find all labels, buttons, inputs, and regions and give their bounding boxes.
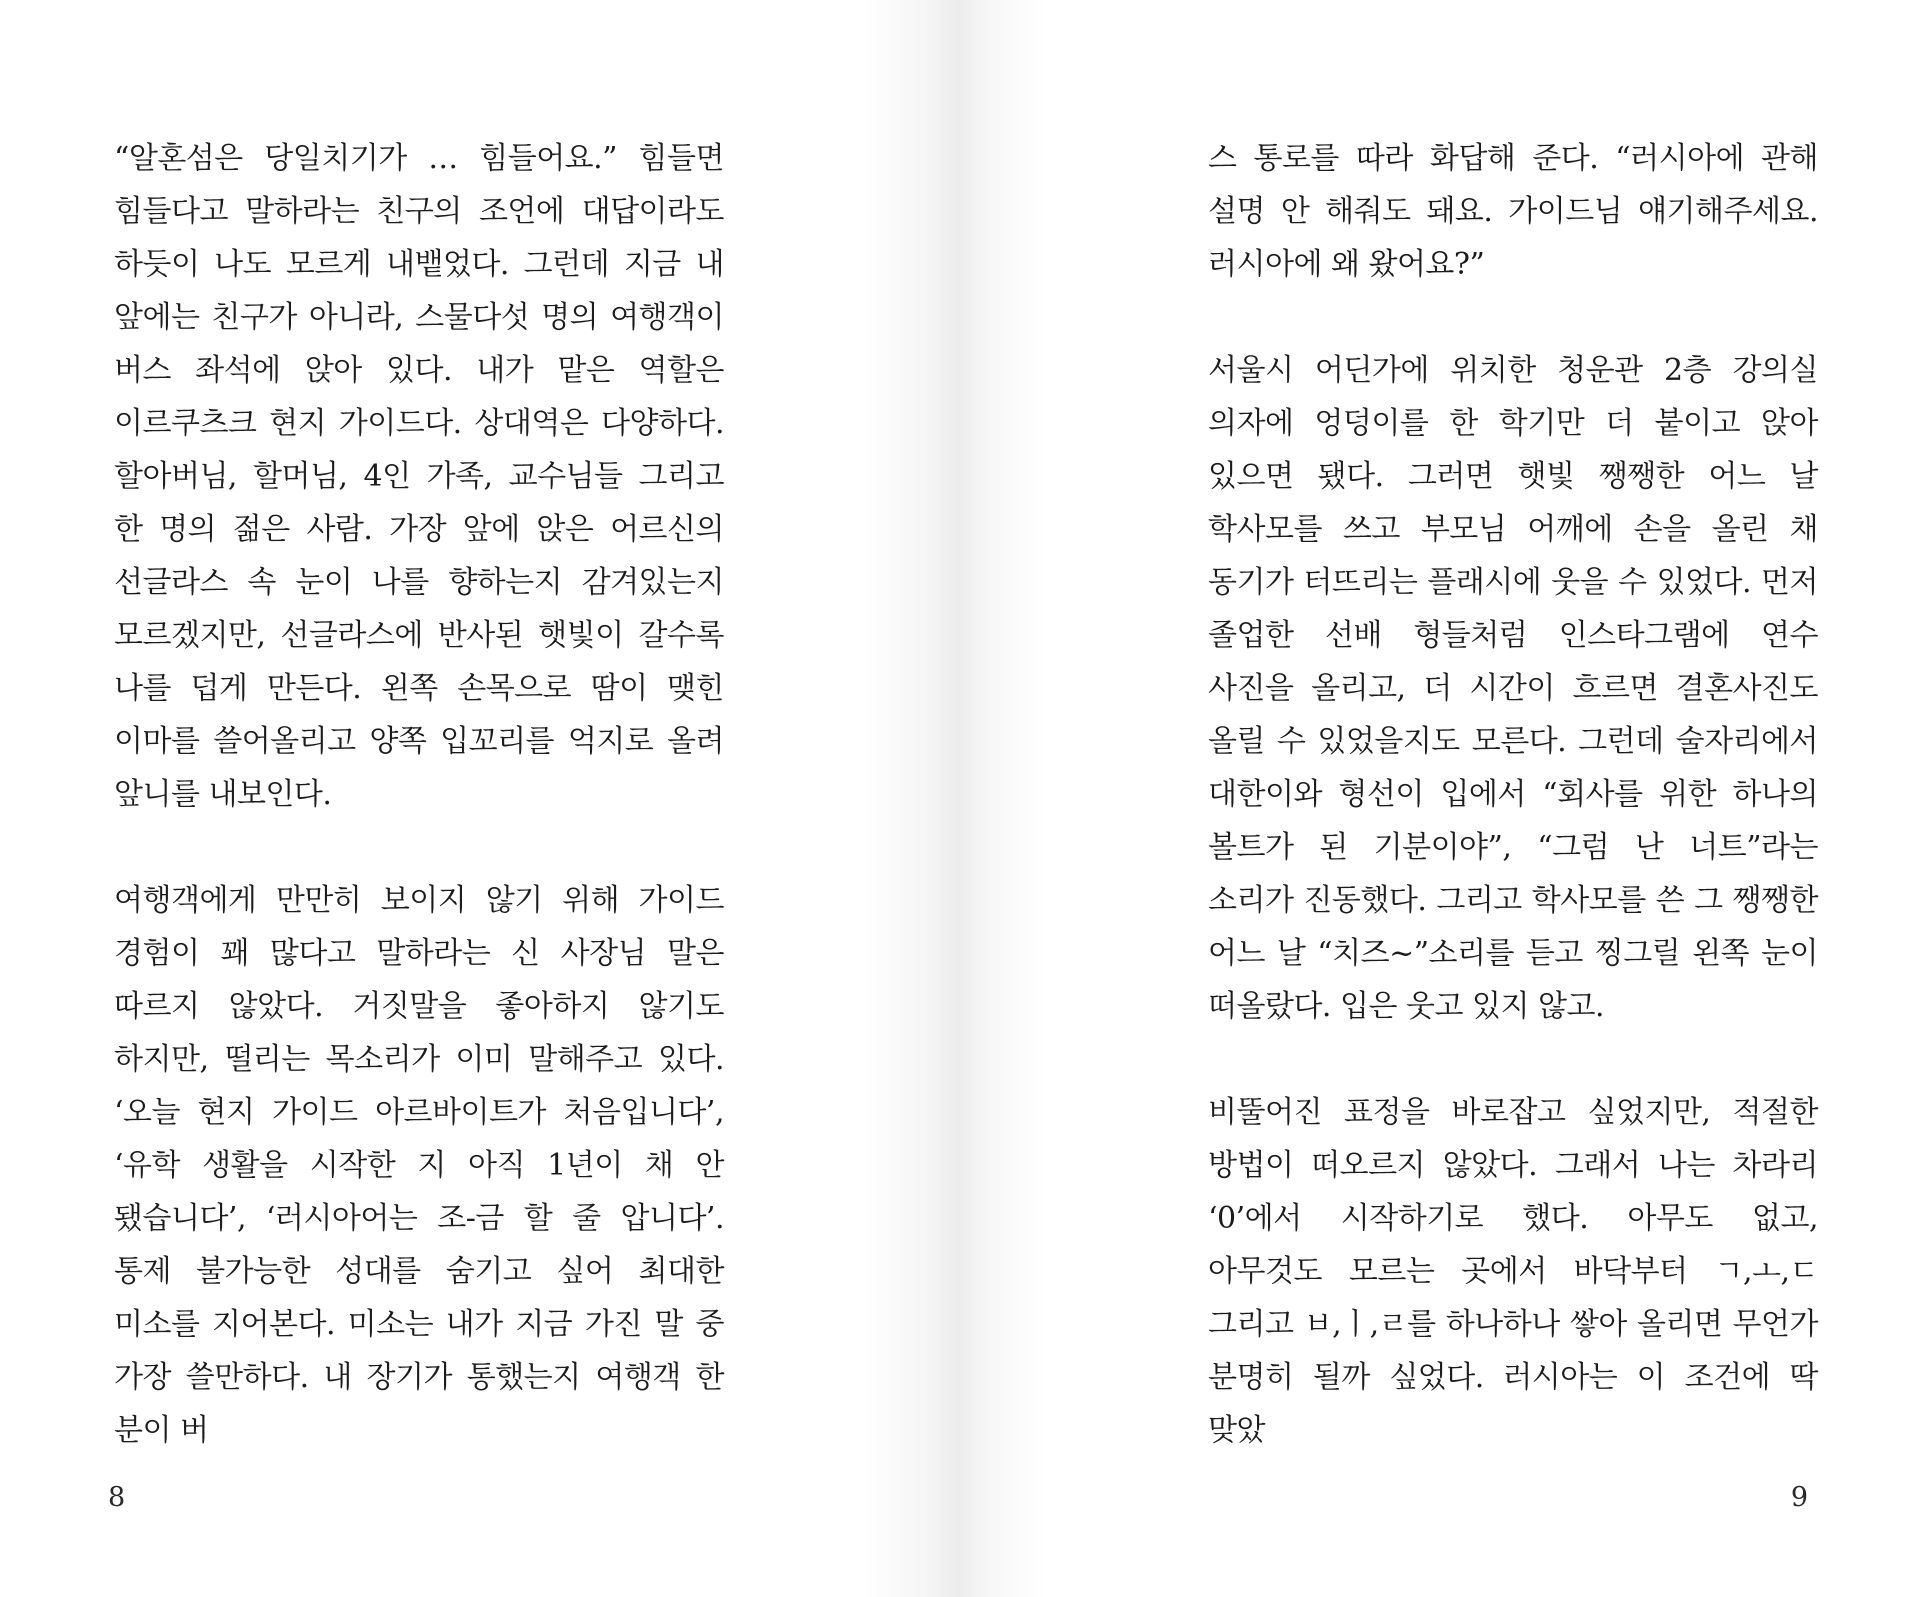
page-number: 8 xyxy=(108,1482,126,1513)
page-number: 9 xyxy=(1790,1482,1808,1513)
right-page-body xyxy=(1208,132,1818,1457)
paragraph: 스 통로를 따라 화답해 준다. “러시아에 관해 설명 안 해줘도 돼요. 가이드님 얘기해주세요. 러시아에 왜 왔어요?” xyxy=(1208,141,1818,282)
left-page-body xyxy=(114,132,724,1457)
right-page xyxy=(960,0,1920,1597)
paragraph: 서울시 어딘가에 위치한 청운관 2층 강의실 의자에 엉덩이를 한 학기만 더 붙이고 앉아 있으면 됐다. 그러면 햇빛 쨍쨍한 어느 날 학사모를 쓰고 부모님 어깨에 손을 올린 채 동기가 터뜨리는 플래시에 웃을 수 있었다. 먼저 졸업한 선배 형들처럼 인스타그램에 연수 사진을 올리고, 더 시간이 흐르면 결혼사진도 올릴 수 있었을지도 모른다. 그런데 술자리에서 대한이와 형선이 입에서 “회사를 위한 하나의 볼트가 된 기분이야”, “그럼 난 너트”라는 소리가 진동했다. 그리고 학사모를 쓴 그 쨍쨍한 어느 날 “치즈~”소리를 듣고 찡그릴 왼쪽 눈이 떠올랐다. 입은 웃고 있지 않고. xyxy=(1208,353,1818,1024)
paragraph: “알혼섬은 당일치기가 … 힘들어요.” 힘들면 힘들다고 말하라는 친구의 조언에 대답이라도 하듯이 나도 모르게 내뱉었다. 그런데 지금 내 앞에는 친구가 아니라, 스물다섯 명의 여행객이 버스 좌석에 앉아 있다. 내가 맡은 역할은 이르쿠츠크 현지 가이드다. 상대역은 다양하다. 할아버님, 할머님, 4인 가족, 교수님들 그리고 한 명의 젊은 사람. 가장 앞에 앉은 어르신의 선글라스 속 눈이 나를 향하는지 감겨있는지 모르겠지만, 선글라스에 반사된 햇빛이 갈수록 나를 덥게 만든다. 왼쪽 손목으로 땀이 맺힌 이마를 쓸어올리고 양쪽 입꼬리를 억지로 올려 앞니를 내보인다. xyxy=(114,141,724,812)
paragraph: 비뚤어진 표정을 바로잡고 싶었지만, 적절한 방법이 떠오르지 않았다. 그래서 나는 차라리 ‘0’에서 시작하기로 했다. 아무도 없고, 아무것도 모르는 곳에서 바닥부터 ㄱ,ㅗ,ㄷ 그리고 ㅂ,ㅣ,ㄹ를 하나하나 쌓아 올리면 무언가 분명히 될까 싶었다. 러시아는 이 조건에 딱 맞았 xyxy=(1208,1095,1818,1448)
paragraph: 여행객에게 만만히 보이지 않기 위해 가이드 경험이 꽤 많다고 말하라는 신 사장님 말은 따르지 않았다. 거짓말을 좋아하지 않기도 하지만, 떨리는 목소리가 이미 말해주고 있다. ‘오늘 현지 가이드 아르바이트가 처음입니다’, ‘유학 생활을 시작한 지 아직 1년이 채 안 됐습니다’, ‘러시아어는 조-금 할 줄 압니다’. 통제 불가능한 성대를 숨기고 싶어 최대한 미소를 지어본다. 미소는 내가 지금 가진 말 중 가장 쓸만하다. 내 장기가 통했는지 여행객 한 분이 버 xyxy=(114,883,724,1448)
